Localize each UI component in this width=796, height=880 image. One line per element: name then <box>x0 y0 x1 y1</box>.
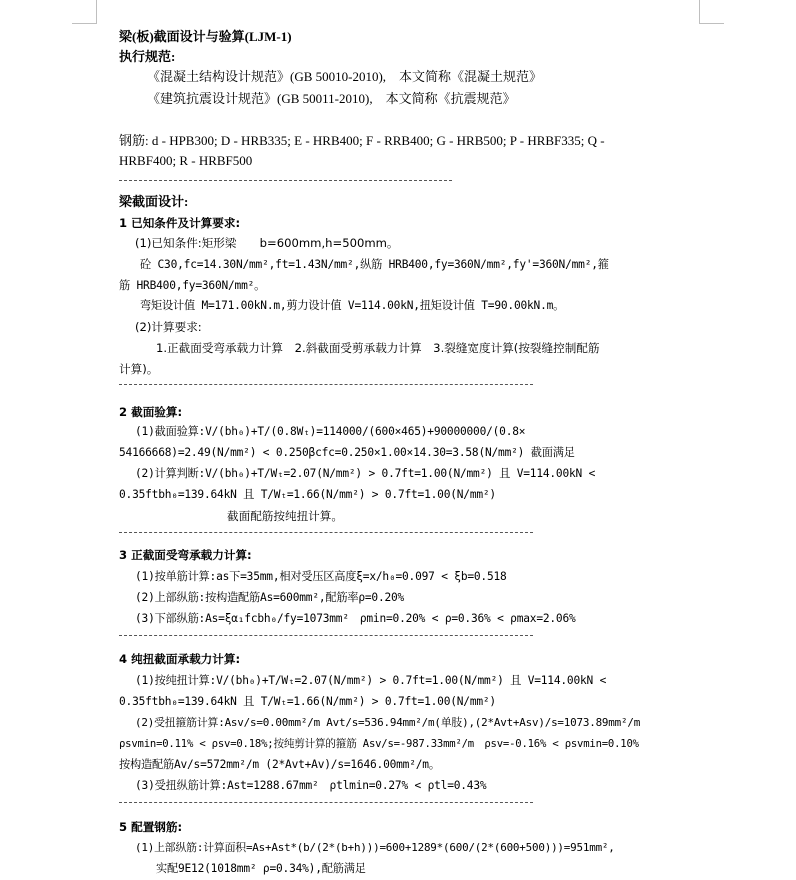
section-1-heading: 1 已知条件及计算要求: <box>119 216 241 230</box>
crop-mark-top-left-vertical <box>96 0 97 24</box>
section-check-line-1: (1)截面验算:V/(bh₀)+T/(0.8Wₜ)=114000/(600×465)+90000000/(0.8× <box>135 425 526 438</box>
torsion-stirrup-line-2: ρsvmin=0.11% < ρsv=0.18%;按纯剪计算的箍筋 Asv/s=-987.33mm²/m ρsv=-0.16% < ρsvmin=0.10% <box>119 738 639 750</box>
torsion-stirrup-line-3: 按构造配筋Av/s=572mm²/m (2*Avt+Av)/s=1646.00mm²/m。 <box>119 758 440 771</box>
section-result: 截面配筋按纯扭计算。 <box>227 509 343 523</box>
bottom-longitudinal-rebar: (3)下部纵筋:As=ξα₁fcbh₀/fy=1073mm² ρmin=0.20% < ρ=0.36% < ρmax=2.06% <box>135 612 576 625</box>
crop-mark-top-right-vertical <box>699 0 700 24</box>
judge-line-2: 0.35ftbh₀=139.64kN 且 T/Wₜ=1.66(N/mm²) > 0.7ft=1.00(N/mm²) <box>119 488 496 501</box>
judge-line-1: (2)计算判断:V/(bh₀)+T/Wₜ=2.07(N/mm²) > 0.7ft=1.00(N/mm²) 且 V=114.00kN < <box>135 467 596 480</box>
top-longitudinal-rebar: (2)上部纵筋:按构造配筋As=600mm²,配筋率ρ=0.20% <box>135 591 405 604</box>
concrete-line-2: 筋 HRB400,fy=360N/mm²。 <box>119 279 266 292</box>
separator <box>119 180 452 182</box>
spec-line-1: 《混凝土结构设计规范》(GB 50010-2010), 本文简称《混凝土规范》 <box>147 69 543 84</box>
rebar-config-line-1: (1)上部纵筋:计算面积=As+Ast*(b/(2*(b+h)))=600+1289*(600/(2*(600+500)))=951mm², <box>135 841 615 854</box>
requirement-items-2: 计算)。 <box>119 362 159 376</box>
spec-heading: 执行规范: <box>119 49 176 64</box>
separator <box>119 802 533 804</box>
document-title: 梁(板)截面设计与验算(LJM-1) <box>119 29 292 44</box>
design-heading: 梁截面设计: <box>119 194 189 209</box>
separator <box>119 532 533 534</box>
requirement-items-1: 1.正截面受弯承载力计算 2.斜截面受剪承载力计算 3.裂缝宽度计算(按裂缝控制配筋 <box>156 341 600 355</box>
design-forces: 弯矩设计值 M=171.00kN.m,剪力设计值 V=114.00kN,扭矩设计值 T=90.00kN.m。 <box>140 299 565 312</box>
separator <box>119 384 533 386</box>
section-5-heading: 5 配置钢筋: <box>119 820 183 834</box>
crop-mark-top-right-horizontal <box>700 23 724 24</box>
torsion-longitudinal-rebar: (3)受扭纵筋计算:Ast=1288.67mm² ρtlmin=0.27% < ρtl=0.43% <box>135 779 487 792</box>
requirement-label: (2)计算要求: <box>135 320 202 334</box>
single-rebar-calc: (1)按单筋计算:as下=35mm,相对受压区高度ξ=x/h₀=0.097 < ξb=0.518 <box>135 570 507 583</box>
torsion-stirrup-line-1: (2)受扭箍筋计算:Asv/s=0.00mm²/m Avt/s=536.94mm²/m(单肢),(2*Avt+Asv)/s=1073.89mm²/m <box>135 716 641 729</box>
section-check-line-2: 54166668)=2.49(N/mm²) < 0.250βcfc=0.250×1.00×14.30=3.58(N/mm²) 截面满足 <box>119 446 575 459</box>
spec-line-2: 《建筑抗震设计规范》(GB 50011-2010), 本文简称《抗震规范》 <box>147 91 516 106</box>
torsion-calc-line-2: 0.35ftbh₀=139.64kN 且 T/Wₜ=1.66(N/mm²) > 0.7ft=1.00(N/mm²) <box>119 695 496 708</box>
rebar-legend-line-2: HRBF400; R - HRBF500 <box>119 153 253 168</box>
rebar-legend-line-1: 钢筋: d - HPB300; D - HRB335; E - HRB400; F - RRB400; G - HRB500; P - HRBF335; Q - <box>119 133 605 148</box>
torsion-calc-line-1: (1)按纯扭计算:V/(bh₀)+T/Wₜ=2.07(N/mm²) > 0.7ft=1.00(N/mm²) 且 V=114.00kN < <box>135 674 607 687</box>
section-2-heading: 2 截面验算: <box>119 405 183 419</box>
separator <box>119 635 533 637</box>
rebar-config-line-2: 实配9E12(1018mm² ρ=0.34%),配筋满足 <box>156 862 366 875</box>
section-4-heading: 4 纯扭截面承载力计算: <box>119 652 241 666</box>
concrete-line-1: 砼 C30,fc=14.30N/mm²,ft=1.43N/mm²,纵筋 HRB400,fy=360N/mm²,fy'=360N/mm²,箍 <box>140 258 609 271</box>
known-conditions: (1)已知条件:矩形梁 b=600mm,h=500mm。 <box>135 236 399 250</box>
crop-mark-top-left-horizontal <box>72 23 96 24</box>
section-3-heading: 3 正截面受弯承载力计算: <box>119 548 252 562</box>
